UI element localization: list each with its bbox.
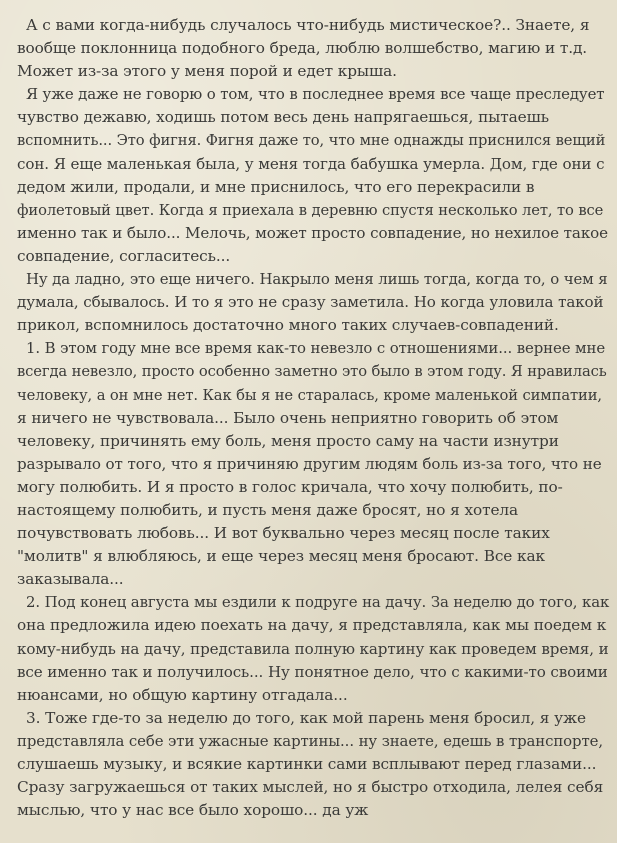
text-line: фиолетовый цвет. Когда я приехала в деревню спустя несколько лет, то все bbox=[17, 201, 604, 219]
text-line: Может из-за этого у меня порой и едет крыша. bbox=[17, 62, 397, 81]
text-line: человеку, причинять ему боль, меня просто саму на части изнутри bbox=[17, 431, 559, 450]
text-line: представляла себе эти ужасные картины... ну знаете, едешь в транспорте, bbox=[17, 731, 603, 750]
text-line: я ничего не чувствовала... Было очень неприятно говорить об этом bbox=[17, 408, 559, 427]
text-line: нюансами, но общую картину отгадала... bbox=[17, 685, 348, 704]
text-line: настоящему полюбить, и пусть меня даже бросят, но я хотела bbox=[17, 500, 519, 519]
text-line: дедом жили, продали, и мне приснилось, что его перекрасили в bbox=[17, 177, 535, 196]
text-line: кому-нибудь на дачу, представила полную картину как проведем время, и bbox=[17, 639, 609, 658]
text-line: мыслью, что у нас все было хорошо... да уж bbox=[17, 801, 369, 820]
text-line: человеку, а он мне нет. Как бы я не старалась, кроме маленькой симпатии, bbox=[17, 386, 602, 404]
text-line: слушаешь музыку, и всякие картинки сами всплывают перед глазами... bbox=[17, 755, 597, 773]
text-line: 3. Тоже где-то за неделю до того, как мой парень меня бросил, я уже bbox=[26, 708, 586, 727]
text-line: разрывало от того, что я причиняю другим людям боль из-за того, что не bbox=[17, 454, 602, 473]
text-line: она предложила идею поехать на дачу, я представляла, как мы поедем к bbox=[17, 616, 607, 635]
text-line: Я уже даже не говорю о том, что в последнее время все чаще преследует bbox=[26, 85, 605, 104]
text-line: 1. В этом году мне все время как-то невезло с отношениями... вернее мне bbox=[26, 339, 606, 358]
text-line: "молитв" я влюбляюсь, и еще через месяц меня бросают. Все как bbox=[17, 547, 545, 566]
article-text bbox=[17, 14, 609, 822]
text-line: чувство дежавю, ходишь потом весь день напрягаешься, пытаешь bbox=[17, 108, 549, 127]
text-line: вообще поклонница подобного бреда, люблю волшебство, магию и т.д. bbox=[17, 39, 588, 58]
text-line: вспомнить... Это фигня. Фигня даже то, что мне однажды приснился вещий bbox=[17, 132, 606, 150]
text-line: именно так и было... Мелочь, может просто совпадение, но нехилое такое bbox=[17, 223, 608, 242]
text-line: 2. Под конец августа мы ездили к подруге на дачу. За неделю до того, как bbox=[26, 593, 610, 612]
text-line: почувствовать любовь... И вот буквально через месяц после таких bbox=[17, 524, 550, 543]
text-line: могу полюбить. И я просто в голос кричала, что хочу полюбить, по- bbox=[17, 477, 563, 496]
text-line: прикол, вспомнилось достаточно много таких случаев-совпадений. bbox=[17, 316, 559, 335]
text-line: заказывала... bbox=[17, 570, 124, 589]
text-line: всегда невезло, просто особенно заметно это было в этом году. Я нравилась bbox=[17, 363, 607, 381]
text-line: Сразу загружаешься от таких мыслей, но я быстро отходила, лелея себя bbox=[17, 778, 604, 797]
text-line: сон. Я еще маленькая была, у меня тогда бабушка умерла. Дом, где они с bbox=[17, 154, 605, 173]
text-line: Ну да ладно, это еще ничего. Накрыло меня лишь тогда, когда то, о чем я bbox=[26, 270, 608, 289]
text-line: совпадение, согласитесь... bbox=[17, 246, 231, 265]
text-line: все именно так и получилось... Ну понятное дело, что с какими-то своими bbox=[17, 662, 608, 681]
text-line: думала, сбывалось. И то я это не сразу заметила. Но когда уловила такой bbox=[17, 293, 604, 312]
text-line: А с вами когда-нибудь случалось что-нибудь мистическое?.. Знаете, я bbox=[26, 16, 590, 34]
